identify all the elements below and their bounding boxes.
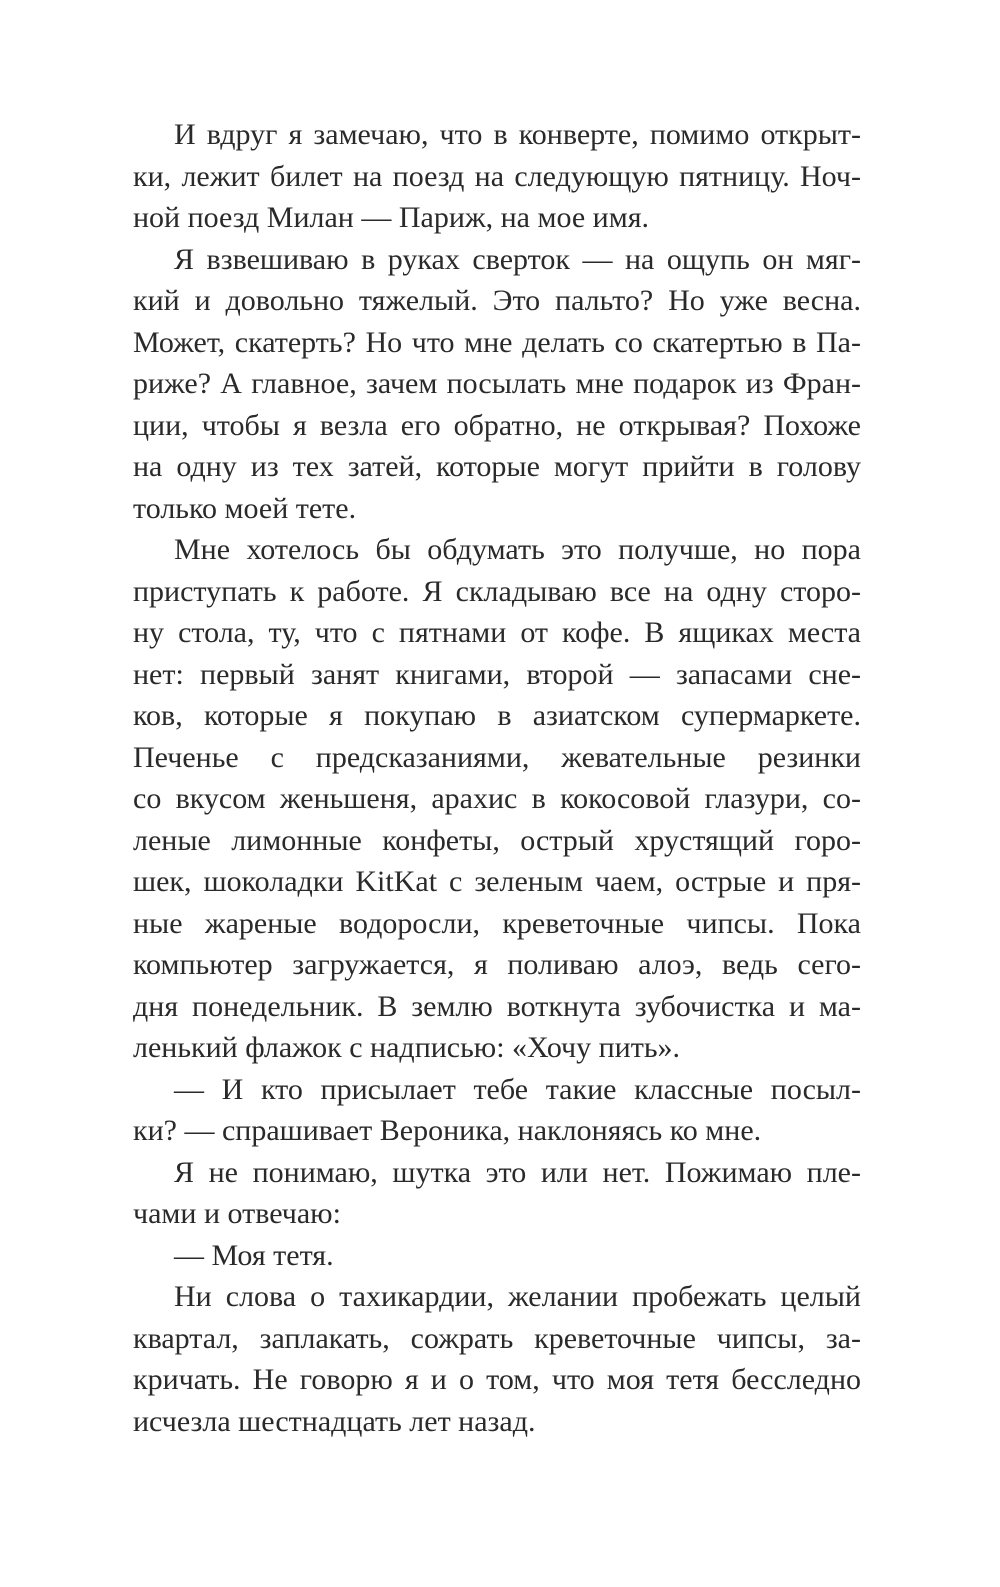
text-line: ки, лежит билет на поезд на следующую пятницу. Ноч-: [133, 159, 861, 193]
text-line: шек, шоколадки KitKat с зеленым чаем, острые и пря-: [133, 865, 861, 898]
book-page: [133, 114, 861, 1442]
paragraph-5: [133, 1152, 861, 1235]
paragraph-6-dialogue: [133, 1235, 861, 1277]
text-line: ции, чтобы я везла его обратно, не открывая? Похоже: [133, 408, 861, 442]
text-line: со вкусом женьшеня, арахис в кокосовой глазури, со-: [133, 782, 861, 815]
text-line: риже? А главное, зачем посылать мне подарок из Фран-: [133, 367, 861, 400]
paragraph-3: [133, 529, 861, 1069]
text-line: приступать к работе. Я складываю все на одну сторо-: [133, 574, 861, 608]
paragraph-4-dialogue: [133, 1069, 861, 1152]
text-line: квартал, заплакать, сожрать креветочные чипсы, за-: [133, 1321, 861, 1355]
text-line: И вдруг я замечаю, что в конверте, помимо открыт-: [174, 118, 861, 151]
text-line: — Моя тетя.: [174, 1238, 334, 1272]
text-line: Я взвешиваю в руках сверток — на ощупь он мяг-: [174, 242, 861, 276]
text-line: исчезла шестнадцать лет назад.: [133, 1404, 536, 1438]
text-line: Ни слова о тахикардии, желании пробежать целый: [174, 1280, 861, 1313]
text-line: нет: первый занят книгами, второй — запасами сне-: [133, 657, 861, 691]
text-line: только моей тете.: [133, 491, 357, 525]
text-line: ленький флажок с надписью: «Хочу пить».: [133, 1031, 681, 1064]
text-line: компьютер загружается, я поливаю алоэ, ведь сего-: [133, 948, 861, 981]
paragraph-7: [133, 1276, 861, 1442]
text-line: Печенье с предсказаниями, жевательные резинки: [133, 740, 861, 774]
text-line: кий и довольно тяжелый. Это пальто? Но уже весна.: [133, 284, 861, 317]
paragraph-2: [133, 239, 861, 530]
text-line: — И кто присылает тебе такие классные посыл-: [174, 1072, 861, 1106]
text-line: ков, которые я покупаю в азиатском супермаркете.: [133, 699, 861, 732]
paragraph-1: [133, 114, 861, 239]
text-line: ки? — спрашивает Вероника, наклоняясь ко мне.: [133, 1114, 762, 1147]
text-line: чами и отвечаю:: [133, 1197, 341, 1230]
text-line: Я не понимаю, шутка это или нет. Пожимаю пле-: [174, 1155, 861, 1189]
text-line: ну стола, ту, что с пятнами от кофе. В ящиках места: [133, 616, 861, 649]
text-line: кричать. Не говорю я и о том, что моя тетя бесследно: [133, 1363, 861, 1396]
text-line: дня понедельник. В землю воткнута зубочистка и ма-: [133, 989, 861, 1023]
text-line: ной поезд Милан — Париж, на мое имя.: [133, 201, 649, 234]
text-line: леные лимонные конфеты, острый хрустящий горо-: [133, 823, 861, 857]
text-line: Мне хотелось бы обдумать это получше, но пора: [174, 533, 861, 566]
text-line: на одну из тех затей, которые могут прийти в голову: [133, 450, 861, 483]
text-line: Может, скатерть? Но что мне делать со скатертью в Па-: [133, 325, 861, 359]
text-line: ные жареные водоросли, креветочные чипсы. Пока: [133, 906, 861, 940]
